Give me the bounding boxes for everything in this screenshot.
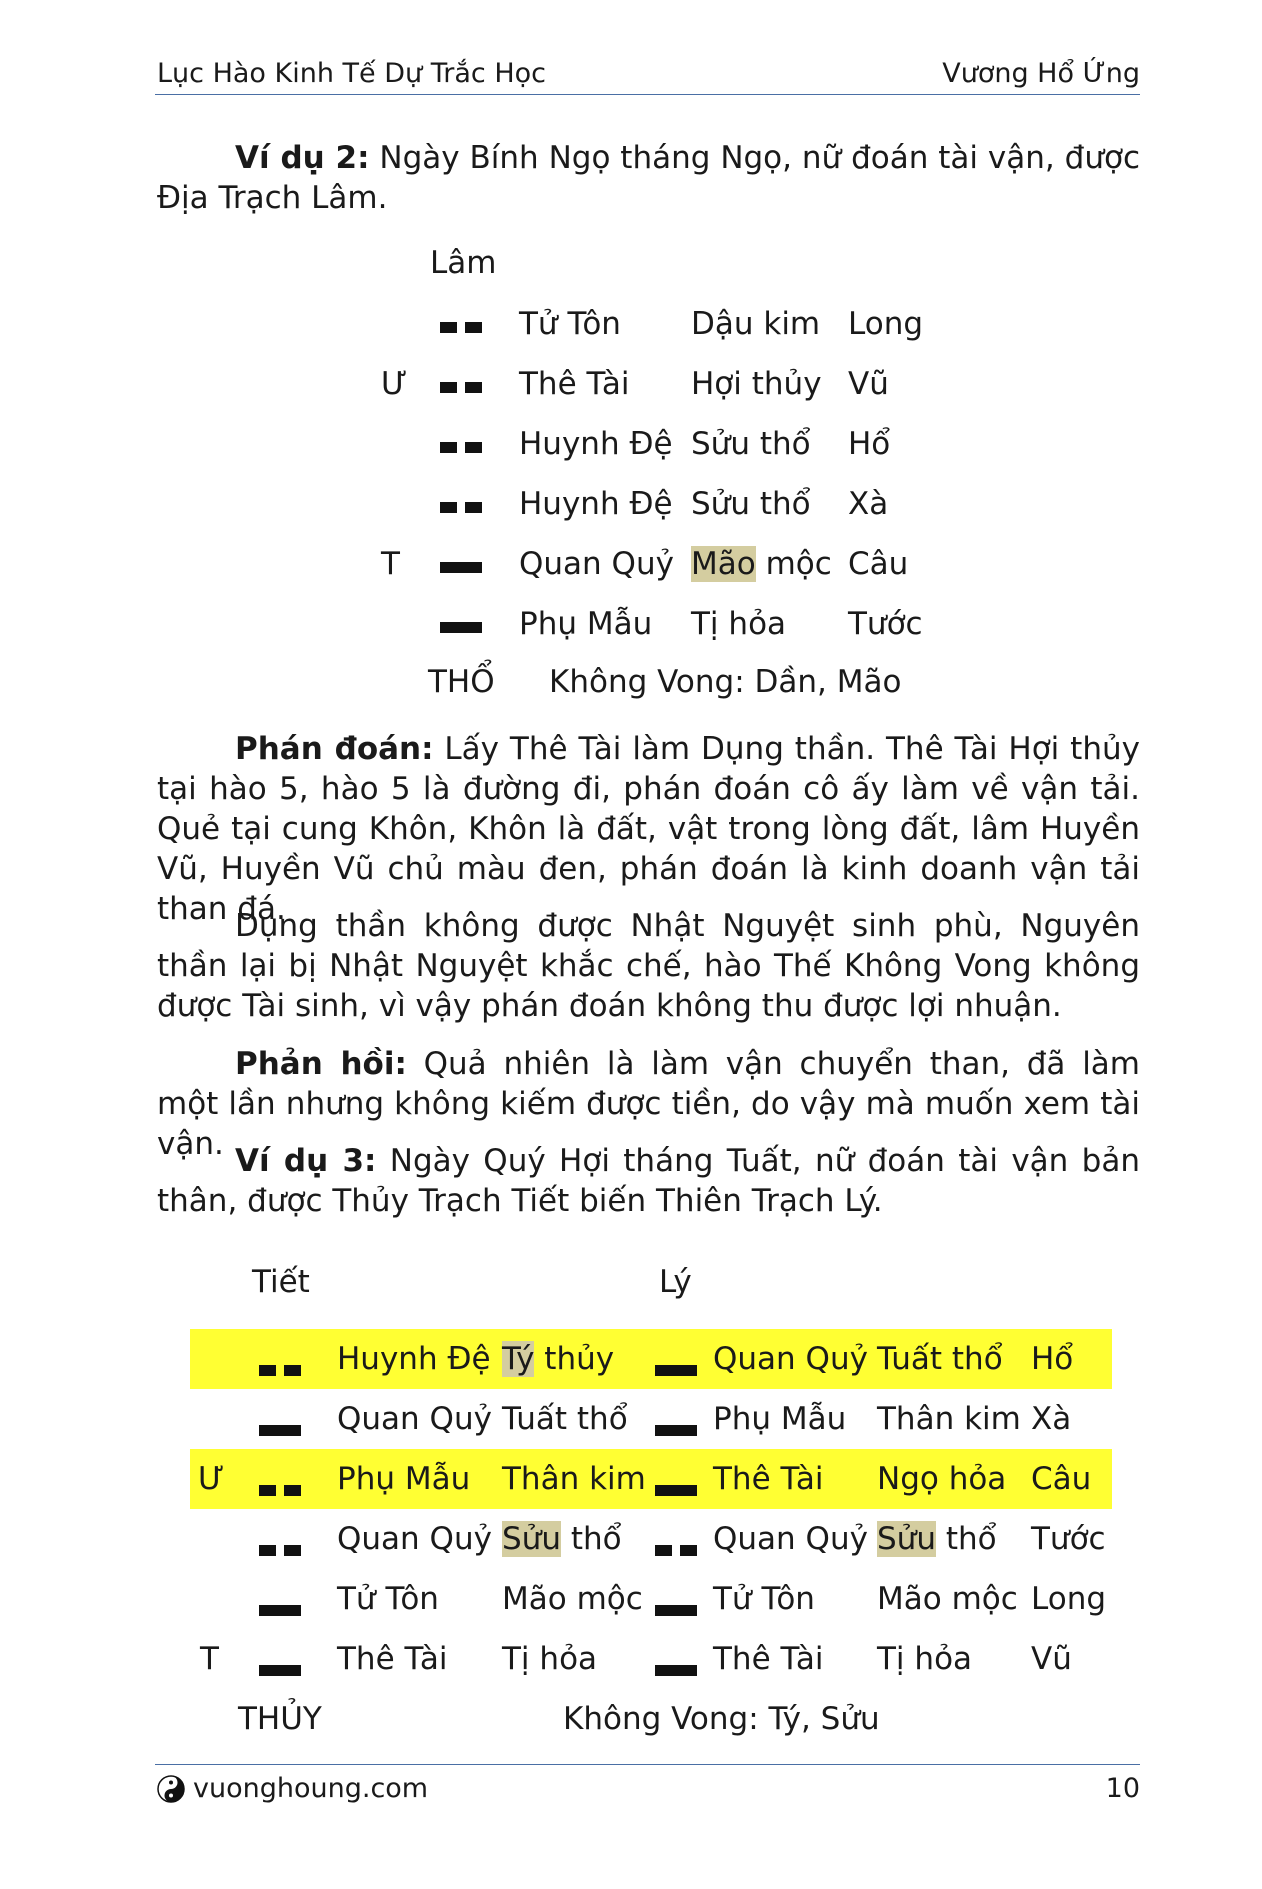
changed-relative: Thê Tài	[713, 1461, 824, 1497]
palace-element: THỦY	[238, 1701, 322, 1737]
changed-relative: Phụ Mẫu	[713, 1401, 847, 1437]
yang-line	[655, 1485, 697, 1496]
changed-hexagram-name: Lý	[659, 1264, 692, 1300]
hexagram-name: Lâm	[430, 245, 497, 281]
branch-element: Tuất thổ	[502, 1401, 628, 1437]
relative-label: Quan Quỷ	[519, 546, 674, 582]
relative-label: Tử Tôn	[337, 1581, 439, 1617]
feedback-label: Phản hồi:	[235, 1046, 407, 1082]
relative-label: Huynh Đệ	[519, 486, 673, 522]
changed-branch-element: Mão mộc	[877, 1581, 1018, 1617]
yin-line	[440, 382, 482, 393]
void-branches: Không Vong: Tý, Sửu	[563, 1701, 880, 1737]
yin-yang-icon	[157, 1775, 185, 1803]
relative-label: Huynh Đệ	[519, 426, 673, 462]
relative-label: Tử Tôn	[519, 306, 621, 342]
yang-line	[655, 1665, 697, 1676]
judgement-paragraph: Phán đoán: Lấy Thê Tài làm Dụng thần. Thê Tài Hợi thủy tại hào 5, hào 5 là đường đi, phán đoán cô ấy làm về vận tải. Quẻ tại cung Khôn, Khôn là đất, vật trong lòng đất, lâm Huyền Vũ, Huyền Vũ chủ màu đen, phán đoán là kinh doanh vận tải than đá.	[157, 731, 1140, 927]
branch-element: Mão mộc	[691, 546, 832, 582]
relative-label: Quan Quỷ	[337, 1521, 492, 1557]
spirit-label: Tước	[1031, 1521, 1106, 1557]
branch-element: Sửu thổ	[691, 426, 811, 462]
yin-line	[259, 1485, 301, 1496]
changed-branch-element: Sửu thổ	[877, 1521, 997, 1557]
yang-line	[440, 622, 482, 633]
relative-label: Quan Quỷ	[337, 1401, 492, 1437]
feedback-paragraph: Phản hồi: Quả nhiên là làm vận chuyển than, đã làm một lần nhưng không kiếm được tiền, do vậy mà muốn xem tài vận.	[157, 1046, 1140, 1162]
ung-mark: Ư	[198, 1461, 225, 1497]
spirit-label: Long	[1031, 1581, 1107, 1617]
changed-branch-element: Tị hỏa	[877, 1641, 973, 1677]
spirit-label: Vũ	[848, 366, 889, 402]
branch-element: Sửu thổ	[691, 486, 811, 522]
spirit-label: Tước	[848, 606, 923, 642]
branch-element: Tý thủy	[502, 1341, 615, 1377]
the-mark: T	[200, 1641, 219, 1677]
yin-line	[655, 1545, 697, 1556]
branch-element: Dậu kim	[691, 306, 821, 342]
spirit-label: Long	[848, 306, 924, 342]
branch-element: Hợi thủy	[691, 366, 822, 402]
yang-line	[655, 1365, 697, 1376]
relative-label: Thê Tài	[337, 1641, 448, 1677]
palace-element: THỔ	[428, 664, 495, 700]
example2-label: Ví dụ 2:	[235, 140, 370, 176]
website-link[interactable]: vuonghoung.com	[193, 1773, 429, 1804]
judgement-label: Phán đoán:	[235, 731, 434, 767]
branch-element: Mão mộc	[502, 1581, 643, 1617]
page-number: 10	[1105, 1773, 1140, 1804]
changed-relative: Thê Tài	[713, 1641, 824, 1677]
relative-label: Thê Tài	[519, 366, 630, 402]
yin-line	[259, 1545, 301, 1556]
spirit-label: Câu	[1031, 1461, 1092, 1497]
relative-label: Phụ Mẫu	[337, 1461, 471, 1497]
changed-relative: Quan Quỷ	[713, 1521, 868, 1557]
spirit-label: Xà	[848, 486, 889, 522]
changed-relative: Quan Quỷ	[713, 1341, 868, 1377]
branch-element: Thân kim	[502, 1461, 646, 1497]
yang-line	[259, 1605, 301, 1616]
example3-intro: Ví dụ 3: Ngày Quý Hợi tháng Tuất, nữ đoán tài vận bản thân, được Thủy Trạch Tiết biến Thiên Trạch Lý.	[157, 1143, 1140, 1219]
book-title: Lục Hào Kinh Tế Dự Trắc Học	[157, 58, 546, 89]
yang-line	[655, 1425, 697, 1436]
spirit-label: Xà	[1031, 1401, 1072, 1437]
the-mark: T	[381, 546, 400, 582]
spirit-label: Hổ	[848, 426, 891, 462]
spirit-label: Hổ	[1031, 1341, 1074, 1377]
changed-branch-element: Thân kim	[877, 1401, 1021, 1437]
ung-mark: Ư	[381, 366, 408, 402]
page-footer	[155, 1764, 1140, 1805]
relative-label: Phụ Mẫu	[519, 606, 653, 642]
changed-branch-element: Ngọ hỏa	[877, 1461, 1007, 1497]
branch-element: Tị hỏa	[691, 606, 787, 642]
example3-label: Ví dụ 3:	[235, 1143, 377, 1179]
example2-intro: Ví dụ 2: Ngày Bính Ngọ tháng Ngọ, nữ đoán tài vận, được Địa Trạch Lâm.	[157, 140, 1140, 216]
yin-line	[440, 442, 482, 453]
page-header	[155, 58, 1140, 95]
yin-line	[440, 322, 482, 333]
analysis-paragraph: Dụng thần không được Nhật Nguyệt sinh phù, Nguyên thần lại bị Nhật Nguyệt khắc chế, hào Thế Không Vong không được Tài sinh, vì vậy phán đoán không thu được lợi nhuận.	[157, 908, 1140, 1024]
author-name: Vương Hổ Ứng	[942, 58, 1140, 89]
yang-line	[440, 562, 482, 573]
yin-line	[259, 1365, 301, 1376]
yang-line	[259, 1425, 301, 1436]
main-hexagram-name: Tiết	[252, 1264, 310, 1300]
branch-element: Tị hỏa	[502, 1641, 598, 1677]
branch-element: Sửu thổ	[502, 1521, 622, 1557]
yin-line	[440, 502, 482, 513]
spirit-label: Vũ	[1031, 1641, 1072, 1677]
changed-relative: Tử Tôn	[713, 1581, 815, 1617]
spirit-label: Câu	[848, 546, 909, 582]
changed-branch-element: Tuất thổ	[877, 1341, 1003, 1377]
yang-line	[259, 1665, 301, 1676]
yang-line	[655, 1605, 697, 1616]
relative-label: Huynh Đệ	[337, 1341, 491, 1377]
void-branches: Không Vong: Dần, Mão	[549, 664, 902, 700]
